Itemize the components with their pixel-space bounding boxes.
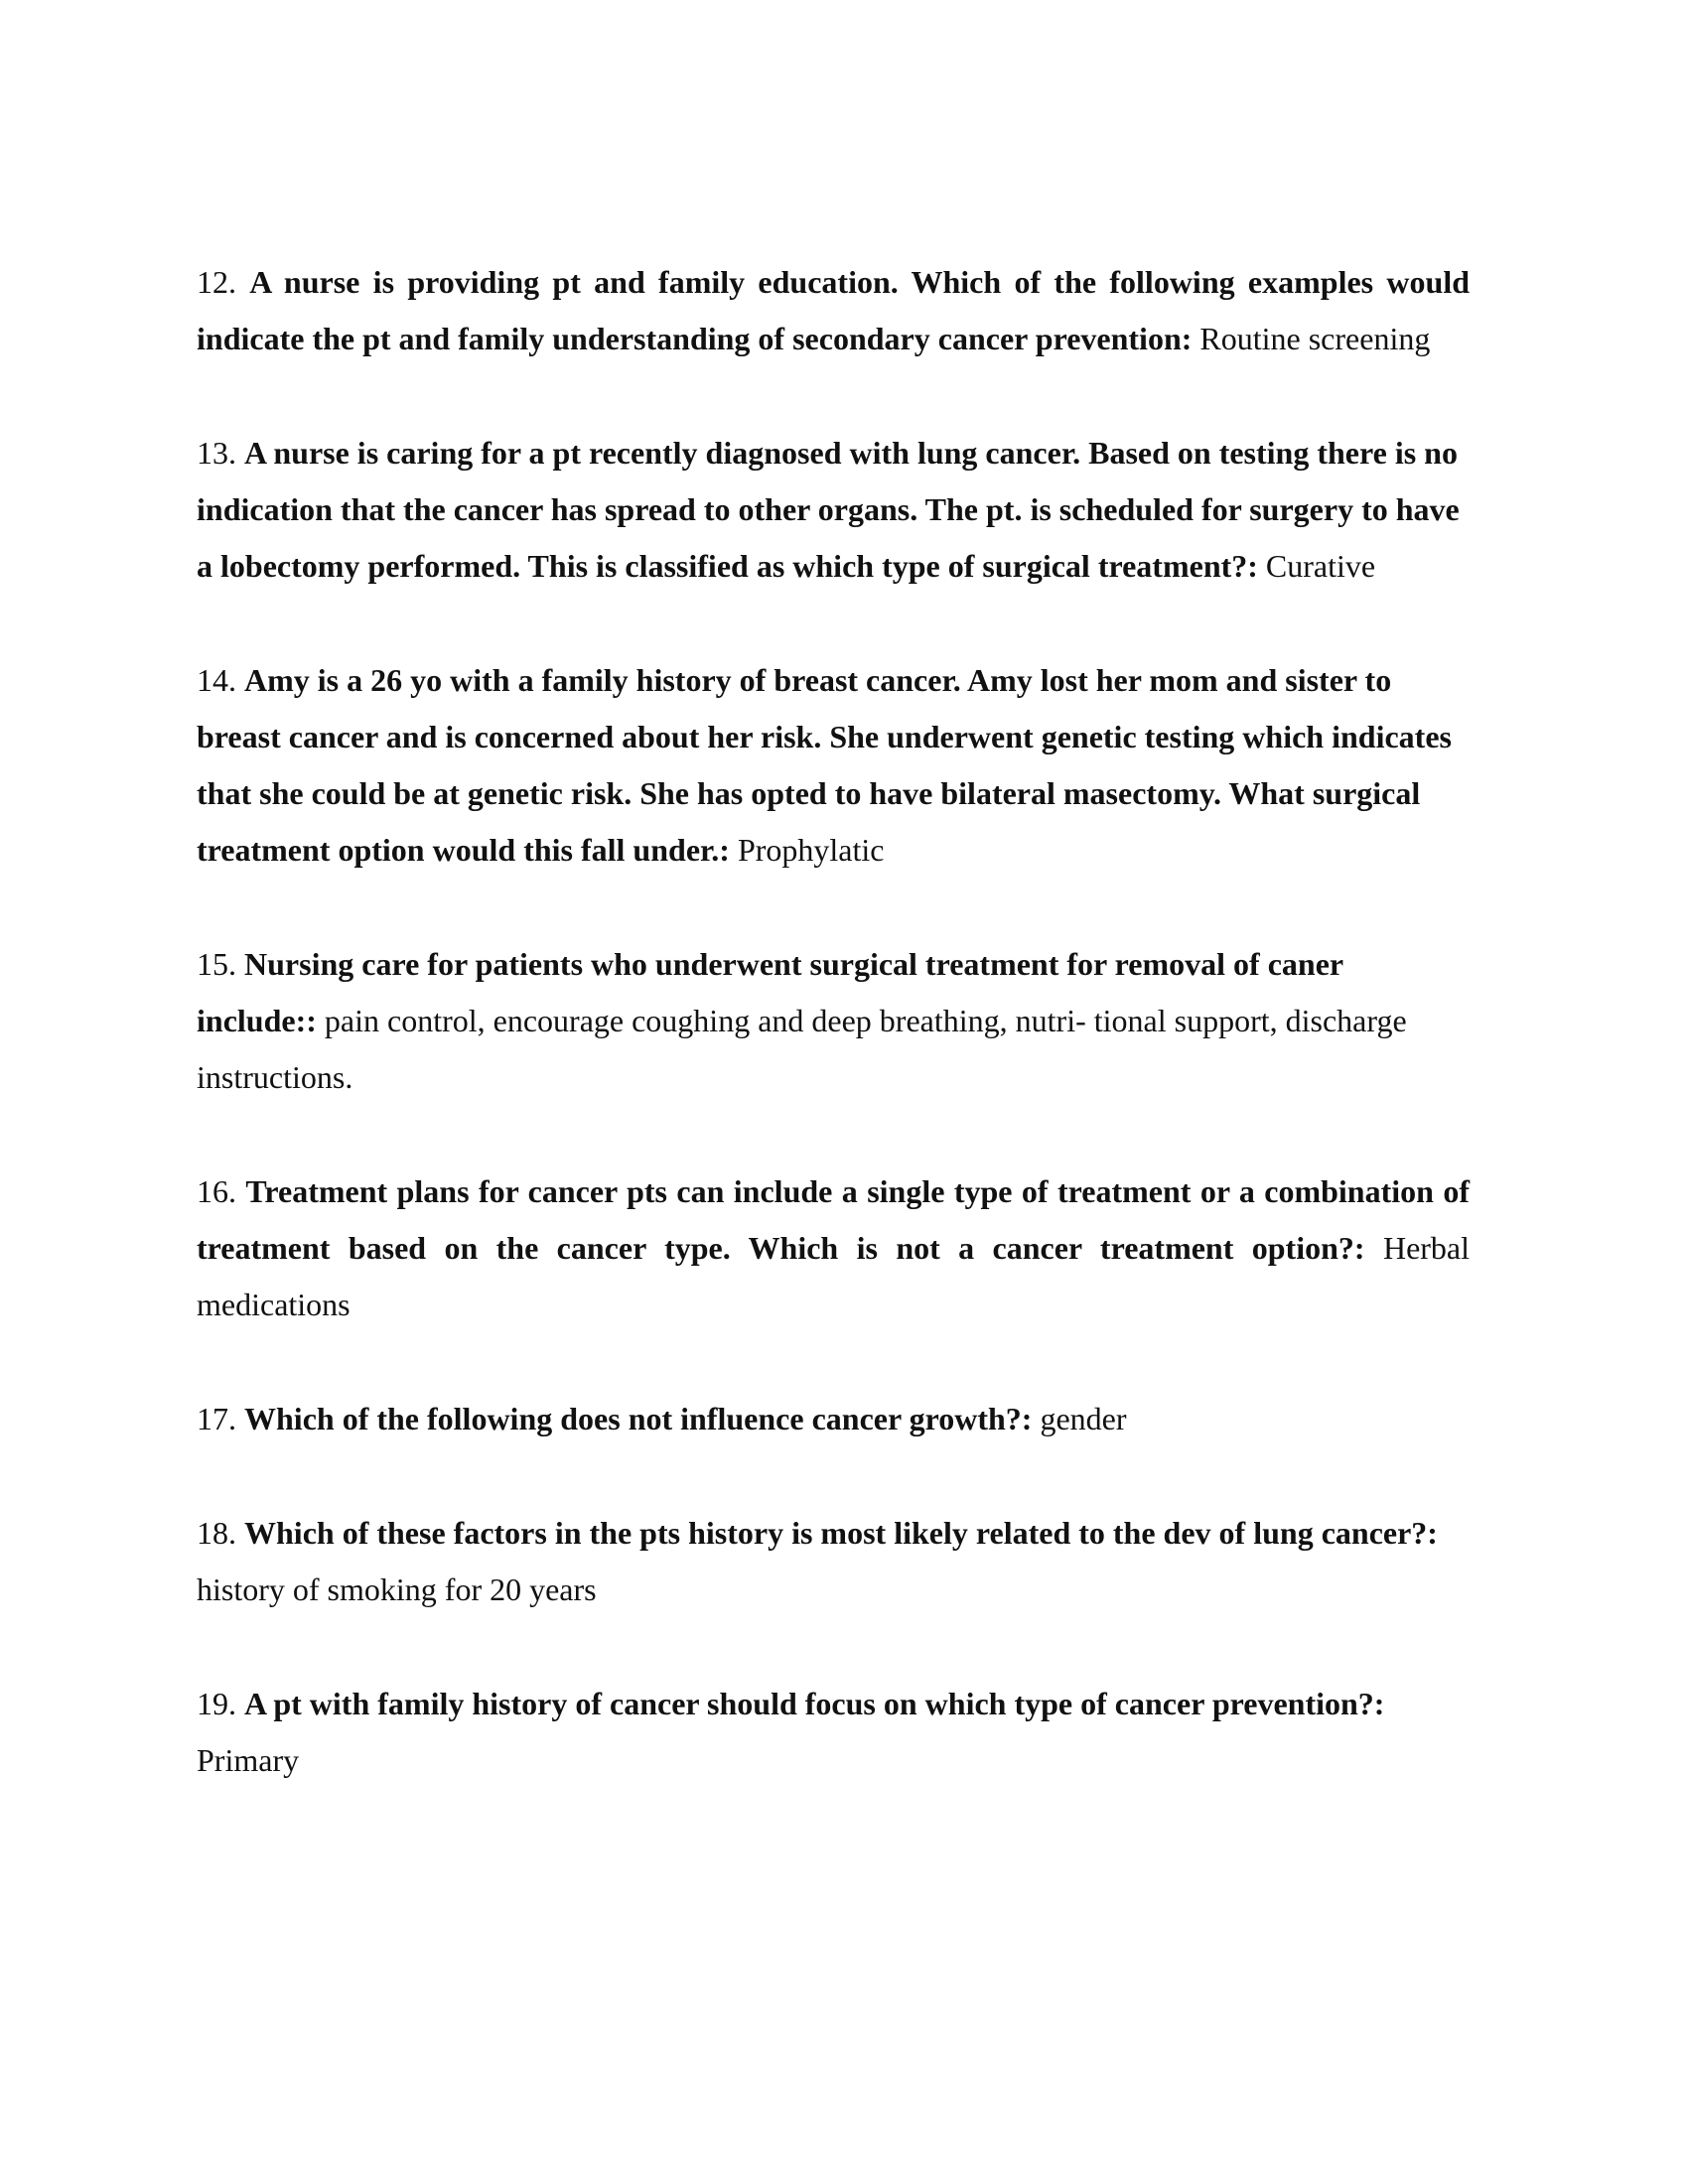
question-number: 19.	[197, 1686, 236, 1721]
question-number: 13.	[197, 435, 236, 471]
question-text: A nurse is caring for a pt recently diagnosed with lung cancer. Based on testing there is no indication that the cancer has spread to other organs. The pt. is scheduled for surgery to have a lobectomy performed. This is classified as which type of surgical treatment?:	[197, 435, 1460, 584]
question-number: 16.	[197, 1173, 236, 1209]
answer-text: Herbal medications	[197, 1230, 1471, 1322]
question-text: A pt with family history of cancer should focus on which type of cancer prevention?:	[244, 1686, 1385, 1721]
question-item-17	[197, 1391, 1470, 1447]
question-number: 15.	[197, 946, 236, 982]
question-text: A nurse is providing pt and family education. Which of the following examples would indicate the pt and family understanding of secondary cancer prevention:	[197, 264, 1471, 356]
answer-text: gender	[1040, 1401, 1127, 1436]
question-text: Amy is a 26 yo with a family history of breast cancer. Amy lost her mom and sister to breast cancer and is concerned about her risk. She underwent genetic testing which indicates that she could be at genetic risk. She has opted to have bilateral masectomy. What surgical treatment option would this fall under.:	[197, 662, 1452, 868]
question-list	[197, 254, 1470, 1846]
answer-text: pain control, encourage coughing and deep breathing, nutri- tional support, discharge instructions.	[197, 1003, 1407, 1095]
answer-text: Curative	[1265, 548, 1376, 584]
question-item-15	[197, 936, 1470, 1106]
answer-text: Prophylatic	[737, 832, 885, 868]
question-item-16	[197, 1163, 1470, 1333]
answer-text: history of smoking for 20 years	[197, 1571, 597, 1607]
question-number: 18.	[197, 1515, 236, 1551]
question-number: 17.	[197, 1401, 236, 1436]
answer-text: Primary	[197, 1742, 300, 1778]
question-item-12	[197, 254, 1470, 367]
question-text: Treatment plans for cancer pts can include a single type of treatment or a combination of treatment based on the cancer type. Which is not a cancer treatment option?:	[197, 1173, 1471, 1266]
question-item-14	[197, 652, 1470, 879]
question-item-18	[197, 1505, 1470, 1618]
question-number: 12.	[197, 264, 236, 300]
question-text: Which of the following does not influence cancer growth?:	[244, 1401, 1033, 1436]
answer-text: Routine screening	[1199, 321, 1431, 356]
question-text: Nursing care for patients who underwent surgical treatment for removal of caner include::	[197, 946, 1343, 1038]
question-text: Which of these factors in the pts history is most likely related to the dev of lung cancer?:	[244, 1515, 1438, 1551]
question-item-13	[197, 425, 1470, 595]
question-item-19	[197, 1676, 1470, 1789]
question-number: 14.	[197, 662, 236, 698]
